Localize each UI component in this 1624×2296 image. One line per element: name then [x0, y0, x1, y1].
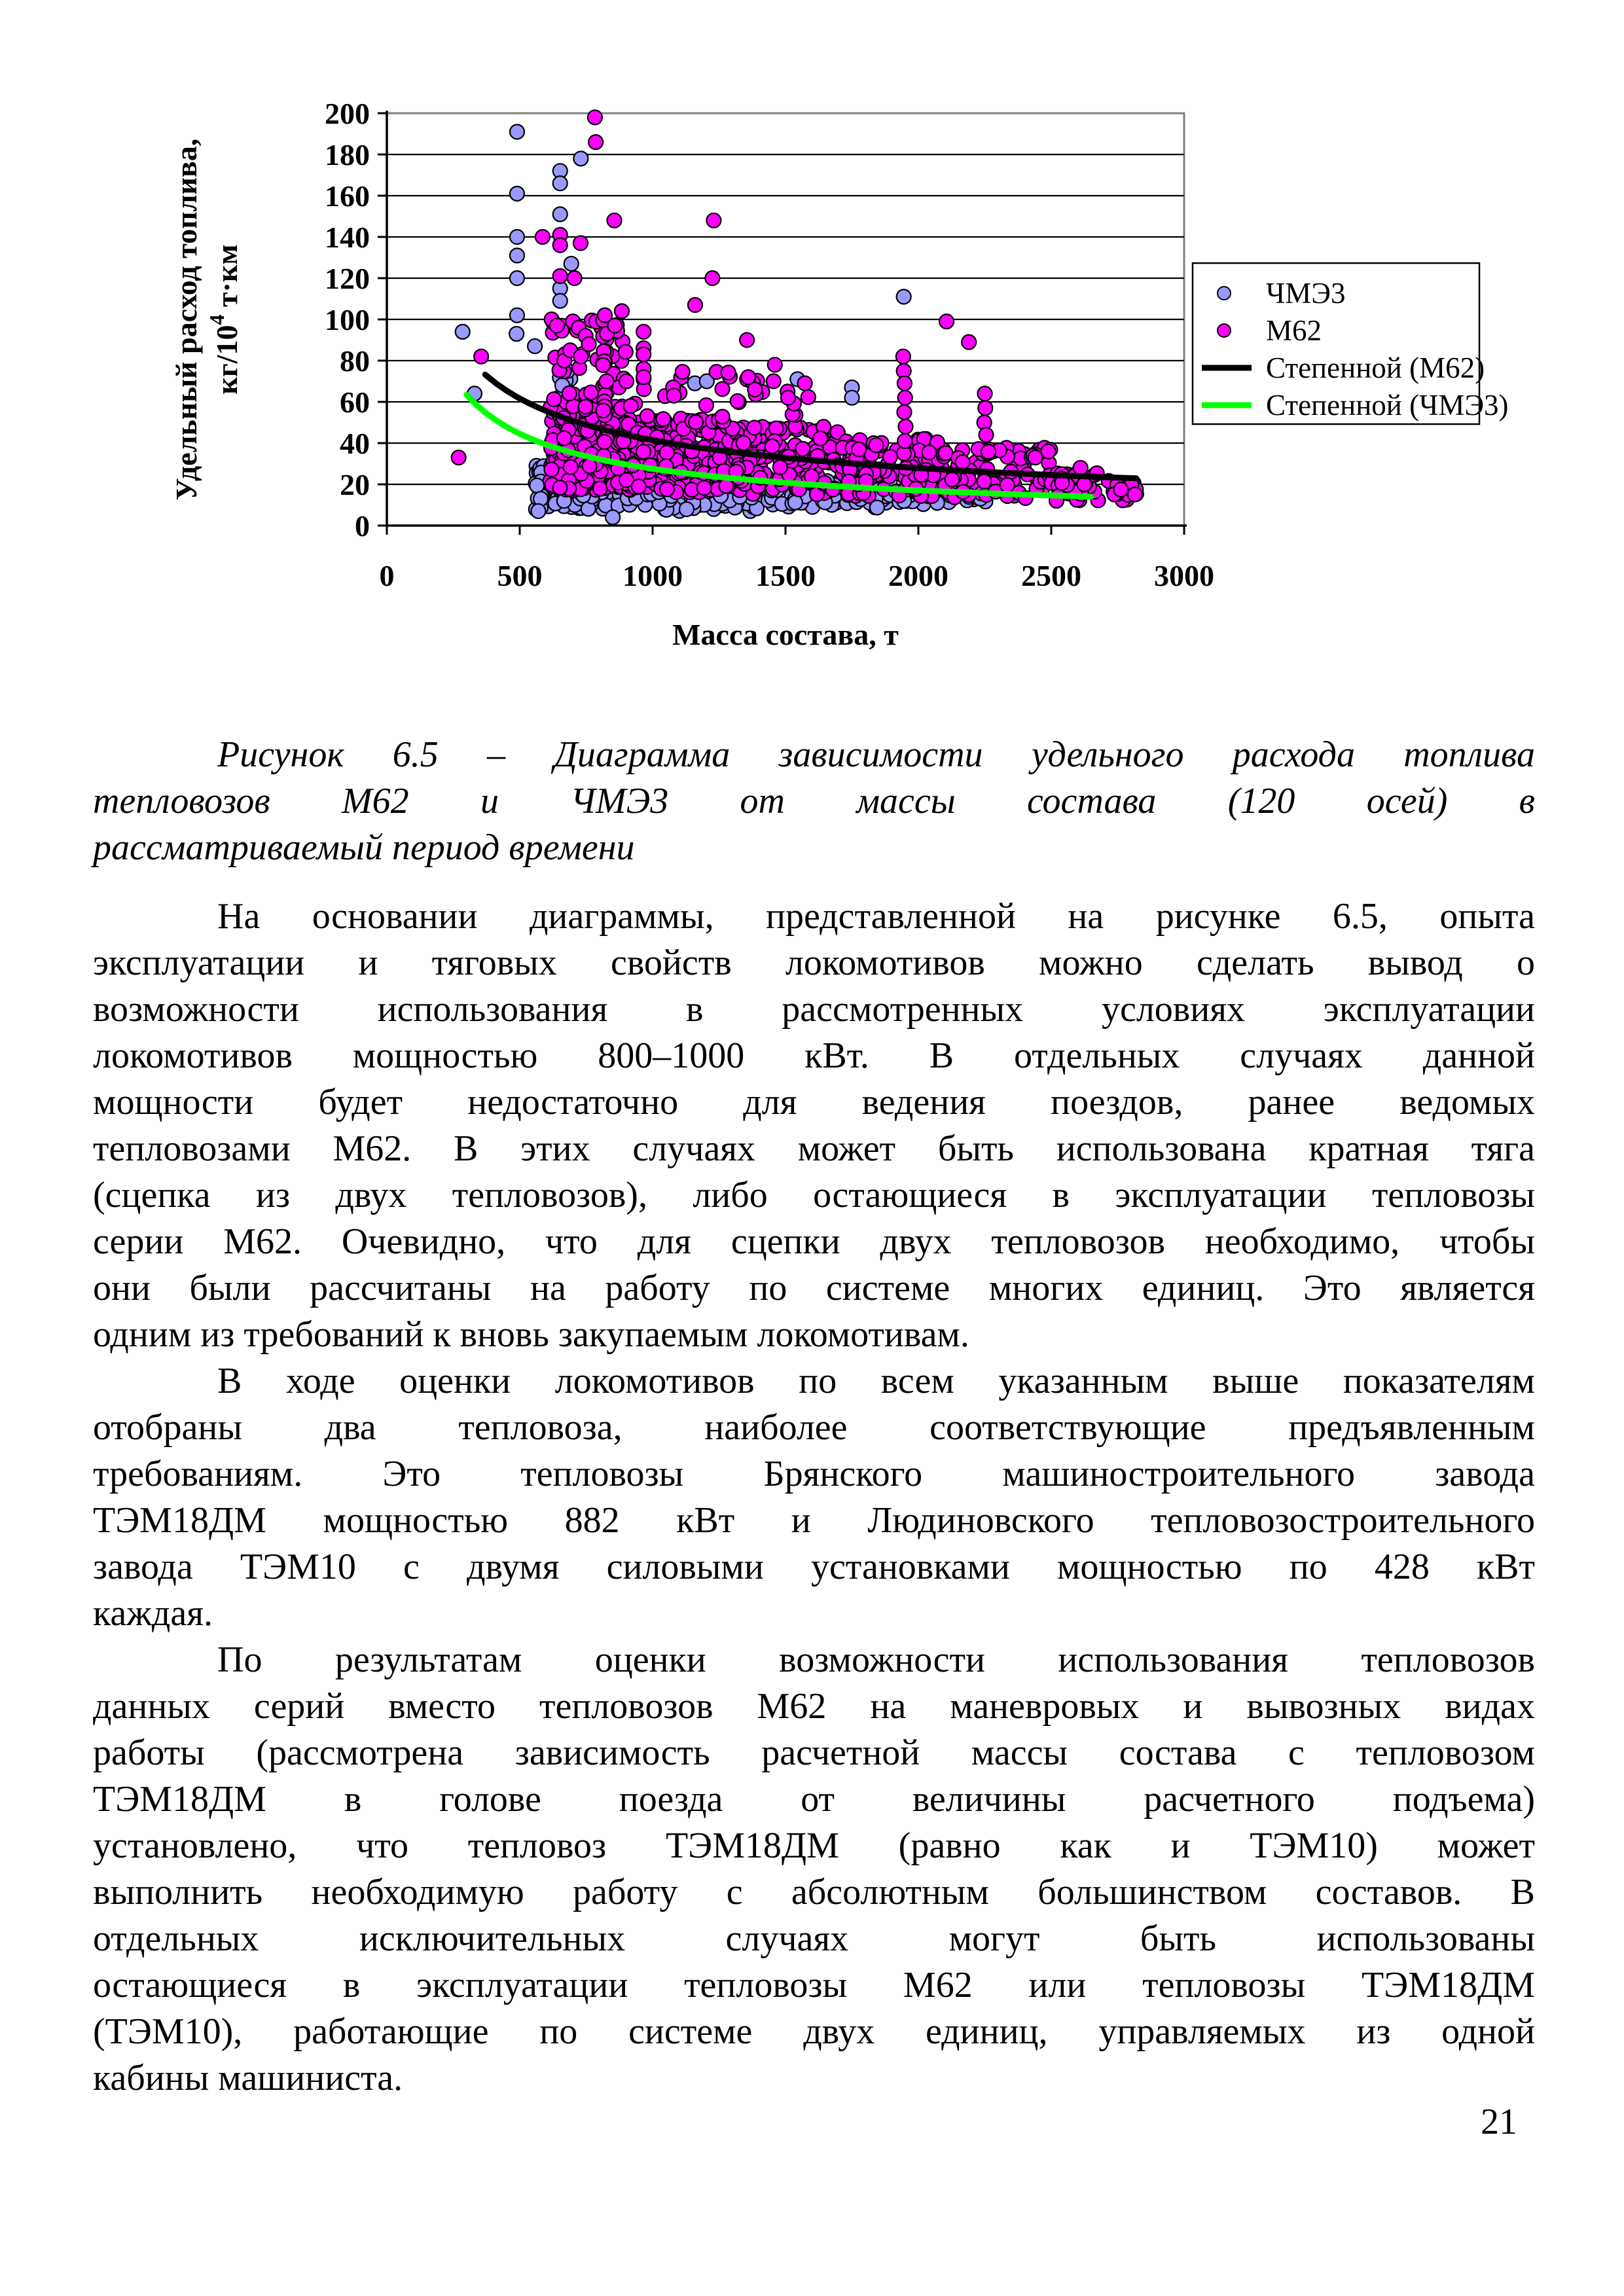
- legend: [1193, 263, 1509, 424]
- paragraph-1-line: они были рассчитаны на работу по системе многих единиц. Это является: [93, 1268, 1535, 1308]
- paragraph-1: [93, 893, 1535, 1358]
- svg-text:140: 140: [325, 221, 370, 254]
- y-axis-title-line1: Удельный расход топлива,: [170, 138, 203, 501]
- fuel-consumption-scatter-chart: [0, 0, 1624, 700]
- caption-body-gap: [93, 871, 1535, 893]
- caption-line: Рисунок 6.5 – Диаграмма зависимости удельного расхода топлива: [217, 734, 1535, 775]
- y-tick-labels: [325, 97, 370, 543]
- legend-marker-ЧМЭ3: [1218, 287, 1231, 300]
- svg-text:20: 20: [340, 468, 370, 501]
- paragraph-3-line: По результатам оценки возможности использования тепловозов: [217, 1640, 1535, 1680]
- paragraph-1-line: мощности будет недостаточно для ведения поездов, ранее ведомых: [93, 1082, 1535, 1122]
- svg-text:0: 0: [355, 509, 370, 543]
- svg-text:100: 100: [325, 303, 370, 336]
- paragraph-1-line: (сцепка из двух тепловозов), либо остающиеся в эксплуатации тепловозы: [93, 1175, 1535, 1215]
- paragraph-2: [93, 1358, 1535, 1637]
- caption-line: рассматриваемый период времени: [93, 827, 635, 868]
- paragraph-2-line: ТЭМ18ДМ мощностью 882 кВт и Людиновского тепловозостроительного: [93, 1500, 1535, 1541]
- paragraph-3-line: выполнить необходимую работу с абсолютным большинством составов. В: [93, 1872, 1535, 1912]
- svg-text:1000: 1000: [623, 559, 683, 592]
- paragraph-1-line: возможности использования в рассмотренных условиях эксплуатации: [93, 989, 1535, 1030]
- svg-text:200: 200: [325, 97, 370, 130]
- svg-text:0: 0: [379, 559, 395, 592]
- svg-text:160: 160: [325, 179, 370, 213]
- svg-text:60: 60: [340, 386, 370, 419]
- legend-label: М62: [1266, 314, 1322, 347]
- body-paragraphs: [93, 893, 1535, 2102]
- svg-text:2000: 2000: [888, 559, 948, 592]
- svg-text:1500: 1500: [755, 559, 816, 592]
- paragraph-3: [93, 1637, 1535, 2102]
- paragraph-2-line: требованиям. Это тепловозы Брянского машиностроительного завода: [93, 1454, 1535, 1494]
- paragraph-3-line: отдельных исключительных случаях могут быть использованы: [93, 1918, 1535, 1959]
- legend-marker-М62: [1218, 324, 1231, 337]
- paragraph-2-line: каждая.: [93, 1593, 213, 1634]
- legend-label: Степенной (ЧМЭ3): [1266, 389, 1509, 422]
- svg-text:180: 180: [325, 138, 370, 171]
- text-block: [93, 732, 1535, 2102]
- page-number: 21: [1481, 2102, 1517, 2142]
- svg-text:500: 500: [497, 559, 543, 592]
- svg-text:80: 80: [340, 344, 370, 378]
- legend-label: Степенной (М62): [1266, 351, 1485, 384]
- paragraph-3-line: кабины машиниста.: [93, 2058, 403, 2098]
- svg-text:40: 40: [340, 427, 370, 460]
- paragraph-2-line: отобраны два тепловоза, наиболее соответствующие предъявленным: [93, 1407, 1535, 1448]
- y-axis-title-line2: $кг/10^4$ т·км: [205, 244, 244, 395]
- paragraph-2-line: В ходе оценки локомотивов по всем указанным выше показателям: [217, 1361, 1535, 1401]
- paragraph-1-line: серии М62. Очевидно, что для сцепки двух тепловозов необходимо, чтобы: [93, 1221, 1535, 1262]
- legend-label: ЧМЭ3: [1266, 277, 1346, 310]
- svg-text:3000: 3000: [1154, 559, 1214, 592]
- paragraph-3-line: данных серий вместо тепловозов М62 на маневровых и вывозных видах: [93, 1686, 1535, 1727]
- paragraph-3-line: остающиеся в эксплуатации тепловозы М62 или тепловозы ТЭМ18ДМ: [93, 1965, 1535, 2005]
- paragraph-1-line: эксплуатации и тяговых свойств локомотивов можно сделать вывод о: [93, 942, 1535, 983]
- x-tick-labels: [380, 559, 1215, 592]
- svg-text:120: 120: [325, 262, 370, 295]
- paragraph-1-line: одним из требований к вновь закупаемым локомотивам.: [93, 1314, 969, 1355]
- paragraph-3-line: работы (рассмотрена зависимость расчетной массы состава с тепловозом: [93, 1732, 1535, 1773]
- paragraph-3-line: (ТЭМ10), работающие по системе двух единиц, управляемых из одной: [93, 2011, 1535, 2052]
- paragraph-2-line: завода ТЭМ10 с двумя силовыми установками мощностью по 428 кВт: [93, 1547, 1535, 1587]
- paragraph-3-line: ТЭМ18ДМ в голове поезда от величины расчетного подъема): [93, 1779, 1535, 1820]
- paragraph-3-line: установлено, что тепловоз ТЭМ18ДМ (равно как и ТЭМ10) может: [93, 1825, 1535, 1866]
- figure-caption: [93, 732, 1535, 871]
- x-axis-title: Масса состава, т: [672, 618, 899, 651]
- paragraph-1-line: тепловозами М62. В этих случаях может быть использована кратная тяга: [93, 1128, 1535, 1169]
- caption-line: тепловозов М62 и ЧМЭ3 от массы состава (120 осей) в: [93, 781, 1535, 821]
- svg-text:2500: 2500: [1021, 559, 1081, 592]
- paragraph-1-line: На основании диаграммы, представленной на рисунке 6.5, опыта: [217, 896, 1535, 937]
- paragraph-1-line: локомотивов мощностью 800–1000 кВт. В отдельных случаях данной: [93, 1035, 1535, 1076]
